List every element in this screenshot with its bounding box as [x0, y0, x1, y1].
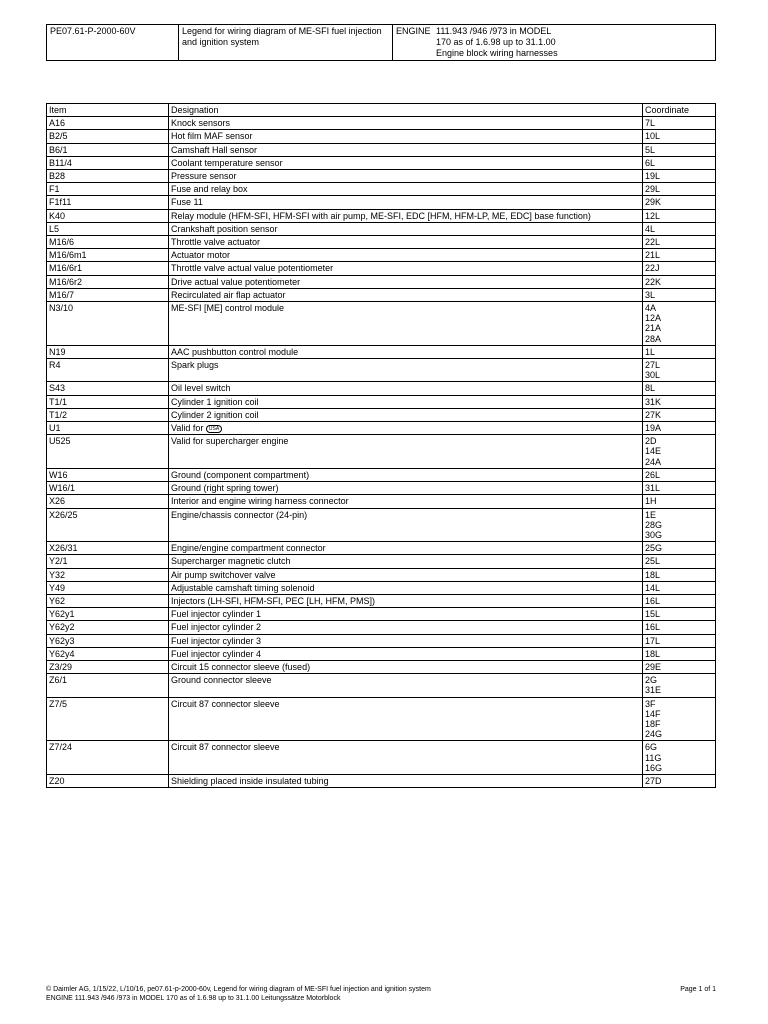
item-cell: A16 [47, 117, 169, 130]
coordinate-cell [643, 774, 716, 787]
coordinate-value: 4L [645, 223, 656, 234]
coordinate-value: 29E [645, 661, 662, 672]
designation-text: Interior and engine wiring harness connector [171, 496, 349, 507]
item-cell: K40 [47, 209, 169, 222]
coordinate-cell [643, 468, 716, 481]
designation-cell [169, 542, 643, 555]
coordinate-value: 21A [645, 323, 662, 334]
table-row [47, 170, 716, 183]
coordinate-cell [643, 408, 716, 421]
table-row [47, 130, 716, 143]
table-row [47, 222, 716, 235]
coordinate-value: 29L [645, 184, 661, 195]
designation-text: Air pump switchover valve [171, 569, 276, 580]
designation-cell [169, 594, 643, 607]
coordinate-value: 27D [645, 775, 662, 786]
table-row [47, 275, 716, 288]
coordinate-cell [643, 697, 716, 741]
table-row [47, 482, 716, 495]
item-cell: U525 [47, 435, 169, 469]
designation-text: Fuel injector cylinder 2 [171, 622, 262, 633]
engine-line: 111.943 /946 /973 in MODEL [436, 26, 552, 36]
coordinate-cell [643, 581, 716, 594]
table-row [47, 674, 716, 697]
coordinate-value: 22J [645, 263, 660, 274]
designation-cell [169, 382, 643, 395]
item-cell: Z20 [47, 774, 169, 787]
coordinate-value: 6L [645, 157, 656, 168]
doc-id: PE07.61-P-2000-60V [47, 25, 179, 61]
designation-text: Hot film MAF sensor [171, 131, 253, 142]
coordinate-value: 24G [645, 729, 663, 740]
designation-text: Fuse 11 [171, 197, 203, 208]
designation-text: Crankshaft position sensor [171, 223, 278, 234]
footer-line-1: © Daimler AG, 1/15/22, L/10/16, pe07.61-p-2000-60v, Legend for wiring diagram of ME-SFI fuel injection and ignition system [46, 986, 431, 993]
item-cell: L5 [47, 222, 169, 235]
coordinate-cell [643, 482, 716, 495]
coordinate-value: 27L [645, 360, 661, 371]
coordinate-cell [643, 395, 716, 408]
designation-cell [169, 634, 643, 647]
item-cell: Z7/24 [47, 741, 169, 775]
item-cell: F1f11 [47, 196, 169, 209]
coordinate-cell [643, 741, 716, 775]
item-cell: Y2/1 [47, 555, 169, 568]
coordinate-cell [643, 508, 716, 542]
coordinate-cell [643, 183, 716, 196]
item-cell: U1 [47, 422, 169, 435]
designation-cell [169, 345, 643, 358]
coordinate-cell [643, 117, 716, 130]
item-cell: F1 [47, 183, 169, 196]
designation-cell [169, 117, 643, 130]
coordinate-value: 25G [645, 543, 663, 554]
coordinate-cell [643, 422, 716, 435]
coordinate-value: 26L [645, 469, 661, 480]
coordinate-value: 14L [645, 582, 661, 593]
coordinate-value: 7L [645, 118, 656, 129]
designation-cell [169, 130, 643, 143]
designation-cell [169, 674, 643, 697]
coordinate-cell [643, 236, 716, 249]
coordinate-value: 22L [645, 237, 661, 248]
item-cell: T1/2 [47, 408, 169, 421]
table-row [47, 345, 716, 358]
table-row [47, 741, 716, 775]
designation-text: Cylinder 1 ignition coil [171, 396, 259, 407]
coordinate-value: 1E [645, 509, 657, 520]
table-row [47, 594, 716, 607]
designation-text: Fuel injector cylinder 1 [171, 609, 262, 620]
table-row [47, 422, 716, 435]
designation-cell [169, 435, 643, 469]
coordinate-value: 16L [645, 595, 661, 606]
item-cell: R4 [47, 359, 169, 382]
item-cell: Y62y3 [47, 634, 169, 647]
item-cell: Y32 [47, 568, 169, 581]
coordinate-cell [643, 262, 716, 275]
coordinate-value: 28A [645, 333, 662, 344]
designation-cell [169, 249, 643, 262]
coordinate-value: 3L [645, 289, 656, 300]
legend-body [47, 117, 716, 788]
coordinate-cell [643, 594, 716, 607]
item-cell: B11/4 [47, 156, 169, 169]
coordinate-value: 31L [645, 483, 661, 494]
coordinate-value: 27K [645, 409, 662, 420]
designation-cell [169, 697, 643, 741]
designation-text: Relay module (HFM-SFI, HFM-SFI with air pump, ME-SFI, EDC [HFM, HFM-LP, ME, EDC] base function) [171, 210, 591, 221]
table-header-row [47, 104, 716, 117]
table-row [47, 156, 716, 169]
designation-cell [169, 209, 643, 222]
designation-text: Camshaft Hall sensor [171, 144, 258, 155]
designation-cell [169, 647, 643, 660]
designation-text: Valid for [171, 423, 204, 434]
table-row [47, 262, 716, 275]
item-cell: S43 [47, 382, 169, 395]
designation-text: Drive actual value potentiometer [171, 276, 301, 287]
designation-text: Throttle valve actuator [171, 237, 261, 248]
item-cell: Y62y1 [47, 608, 169, 621]
doc-title: Legend for wiring diagram of ME-SFI fuel injection and ignition system [179, 25, 393, 61]
designation-cell [169, 236, 643, 249]
coordinate-value: 6G [645, 742, 658, 753]
item-cell: N3/10 [47, 302, 169, 346]
item-cell: Z7/5 [47, 697, 169, 741]
coordinate-value: 11G [645, 752, 662, 763]
coordinate-cell [643, 568, 716, 581]
item-cell: M16/7 [47, 288, 169, 301]
engine-info [393, 25, 716, 61]
coordinate-cell [643, 156, 716, 169]
coordinate-cell [643, 647, 716, 660]
coordinate-cell [643, 209, 716, 222]
table-row [47, 621, 716, 634]
designation-text: Injectors (LH-SFI, HFM-SFI, PEC [LH, HFM, PMS]) [171, 595, 376, 606]
coordinate-cell [643, 222, 716, 235]
table-row [47, 495, 716, 508]
designation-cell [169, 170, 643, 183]
designation-text: Coolant temperature sensor [171, 157, 283, 168]
item-cell: X26/31 [47, 542, 169, 555]
coordinate-value: 14E [645, 446, 662, 457]
designation-cell [169, 482, 643, 495]
coordinate-value: 19A [645, 423, 662, 434]
table-row [47, 183, 716, 196]
table-row [47, 468, 716, 481]
coordinate-value: 5L [645, 144, 656, 155]
coordinate-value: 24A [645, 456, 662, 467]
designation-text: AAC pushbutton control module [171, 346, 299, 357]
table-row [47, 117, 716, 130]
coordinate-value: 16L [645, 622, 661, 633]
coordinate-value: 16G [645, 762, 663, 773]
table-row [47, 508, 716, 542]
coordinate-cell [643, 634, 716, 647]
table-row [47, 634, 716, 647]
designation-cell [169, 359, 643, 382]
designation-text: Ground (component compartment) [171, 469, 310, 480]
designation-text: Spark plugs [171, 360, 219, 371]
designation-cell [169, 196, 643, 209]
designation-text: Fuse and relay box [171, 184, 248, 195]
designation-cell [169, 508, 643, 542]
designation-text: Fuel injector cylinder 4 [171, 648, 262, 659]
coordinate-cell [643, 130, 716, 143]
item-cell: W16/1 [47, 482, 169, 495]
table-row [47, 697, 716, 741]
designation-cell [169, 422, 643, 435]
coordinate-cell [643, 660, 716, 673]
designation-text: Recirculated air flap actuator [171, 289, 286, 300]
item-cell: Y62y2 [47, 621, 169, 634]
designation-text: Shielding placed inside insulated tubing [171, 775, 329, 786]
item-cell: Z6/1 [47, 674, 169, 697]
col-header-coordinate: Coordinate [643, 104, 716, 117]
designation-cell [169, 262, 643, 275]
designation-cell [169, 621, 643, 634]
coordinate-cell [643, 288, 716, 301]
col-header-item: Item [47, 104, 169, 117]
coordinate-cell [643, 275, 716, 288]
coordinate-cell [643, 302, 716, 346]
coordinate-value: 22K [645, 276, 662, 287]
coordinate-value: 30L [645, 370, 661, 381]
coordinate-value: 18L [645, 569, 661, 580]
designation-text: Circuit 87 connector sleeve [171, 698, 280, 709]
coordinate-value: 30G [645, 529, 663, 540]
table-row [47, 660, 716, 673]
table-row [47, 542, 716, 555]
table-row [47, 236, 716, 249]
item-cell: N19 [47, 345, 169, 358]
designation-text: Actuator motor [171, 250, 231, 261]
page-footer [46, 985, 716, 1003]
coordinate-cell [643, 621, 716, 634]
coordinate-cell [643, 382, 716, 395]
designation-cell [169, 183, 643, 196]
coordinate-value: 14F [645, 708, 661, 719]
coordinate-value: 31K [645, 396, 662, 407]
coordinate-cell [643, 170, 716, 183]
item-cell: M16/6 [47, 236, 169, 249]
designation-text: Engine/engine compartment connector [171, 543, 326, 554]
designation-text: Engine/chassis connector (24-pin) [171, 509, 308, 520]
document-header [46, 24, 716, 61]
coordinate-value: 12L [645, 210, 661, 221]
coordinate-value: 17L [645, 635, 661, 646]
table-row [47, 555, 716, 568]
coordinate-cell [643, 608, 716, 621]
coordinate-cell [643, 555, 716, 568]
item-cell: M16/6m1 [47, 249, 169, 262]
designation-cell [169, 222, 643, 235]
designation-text: ME-SFI [ME] control module [171, 303, 285, 314]
designation-text: Valid for supercharger engine [171, 436, 289, 447]
coordinate-value: 18F [645, 718, 661, 729]
table-row [47, 408, 716, 421]
table-row [47, 647, 716, 660]
table-row [47, 196, 716, 209]
coordinate-cell [643, 143, 716, 156]
item-cell: B6/1 [47, 143, 169, 156]
table-row [47, 249, 716, 262]
table-row [47, 288, 716, 301]
coordinate-value: 10L [645, 131, 661, 142]
table-row [47, 568, 716, 581]
col-header-designation: Designation [169, 104, 643, 117]
designation-cell [169, 156, 643, 169]
designation-text: Oil level switch [171, 383, 231, 394]
table-row [47, 143, 716, 156]
designation-cell [169, 741, 643, 775]
designation-cell [169, 143, 643, 156]
coordinate-value: 2G [645, 675, 658, 686]
coordinate-value: 12A [645, 313, 662, 324]
designation-cell [169, 581, 643, 594]
designation-cell [169, 774, 643, 787]
item-cell: X26 [47, 495, 169, 508]
item-cell: B28 [47, 170, 169, 183]
coordinate-value: 1H [645, 496, 657, 507]
designation-cell [169, 408, 643, 421]
table-row [47, 608, 716, 621]
item-cell: M16/6r1 [47, 262, 169, 275]
legend-table [46, 103, 716, 788]
table-row [47, 359, 716, 382]
coordinate-value: 21L [645, 250, 661, 261]
usa-badge-icon: USA [206, 425, 222, 433]
designation-text: Adjustable camshaft timing solenoid [171, 582, 315, 593]
item-cell: Y62 [47, 594, 169, 607]
table-row [47, 209, 716, 222]
table-row [47, 581, 716, 594]
designation-text: Knock sensors [171, 118, 231, 129]
page-number: Page 1 of 1 [680, 986, 716, 993]
coordinate-value: 3F [645, 698, 656, 709]
coordinate-value: 4A [645, 303, 657, 314]
designation-cell [169, 608, 643, 621]
designation-text: Circuit 15 connector sleeve (fused) [171, 661, 311, 672]
designation-text: Pressure sensor [171, 171, 237, 182]
designation-cell [169, 288, 643, 301]
coordinate-cell [643, 196, 716, 209]
designation-cell [169, 660, 643, 673]
item-cell: W16 [47, 468, 169, 481]
coordinate-value: 25L [645, 556, 661, 567]
designation-cell [169, 495, 643, 508]
coordinate-cell [643, 495, 716, 508]
item-cell: T1/1 [47, 395, 169, 408]
table-row [47, 382, 716, 395]
designation-text: Circuit 87 connector sleeve [171, 742, 280, 753]
coordinate-value: 29K [645, 197, 662, 208]
designation-cell [169, 275, 643, 288]
designation-text: Cylinder 2 ignition coil [171, 409, 259, 420]
item-cell: Y49 [47, 581, 169, 594]
item-cell: Y62y4 [47, 647, 169, 660]
item-cell: X26/25 [47, 508, 169, 542]
item-cell: B2/5 [47, 130, 169, 143]
designation-text: Supercharger magnetic clutch [171, 556, 291, 567]
coordinate-value: 18L [645, 648, 661, 659]
designation-text: Throttle valve actual value potentiometer [171, 263, 334, 274]
coordinate-value: 1L [645, 346, 656, 357]
coordinate-cell [643, 345, 716, 358]
coordinate-cell [643, 674, 716, 697]
coordinate-value: 15L [645, 609, 661, 620]
table-row [47, 395, 716, 408]
designation-cell [169, 468, 643, 481]
designation-cell [169, 395, 643, 408]
designation-cell [169, 555, 643, 568]
item-cell: Z3/29 [47, 660, 169, 673]
designation-text: Fuel injector cylinder 3 [171, 635, 262, 646]
engine-label: ENGINE [396, 26, 431, 36]
table-row [47, 435, 716, 469]
engine-lines [436, 26, 558, 59]
coordinate-value: 19L [645, 171, 661, 182]
coordinate-cell [643, 435, 716, 469]
designation-cell [169, 568, 643, 581]
coordinate-cell [643, 249, 716, 262]
designation-text: Ground connector sleeve [171, 675, 272, 686]
engine-line: Engine block wiring harnesses [436, 48, 558, 58]
engine-line: 170 as of 1.6.98 up to 31.1.00 [436, 37, 556, 47]
coordinate-value: 2D [645, 436, 657, 447]
footer-line-2: ENGINE 111.943 /946 /973 in MODEL 170 as of 1.6.98 up to 31.1.00 Leitungssätze Motorblock [46, 995, 341, 1002]
table-row [47, 774, 716, 787]
coordinate-value: 28G [645, 519, 663, 530]
coordinate-value: 31E [645, 685, 662, 696]
coordinate-cell [643, 359, 716, 382]
item-cell: M16/6r2 [47, 275, 169, 288]
coordinate-cell [643, 542, 716, 555]
table-row [47, 302, 716, 346]
designation-cell [169, 302, 643, 346]
coordinate-value: 8L [645, 383, 656, 394]
designation-text: Ground (right spring tower) [171, 483, 279, 494]
